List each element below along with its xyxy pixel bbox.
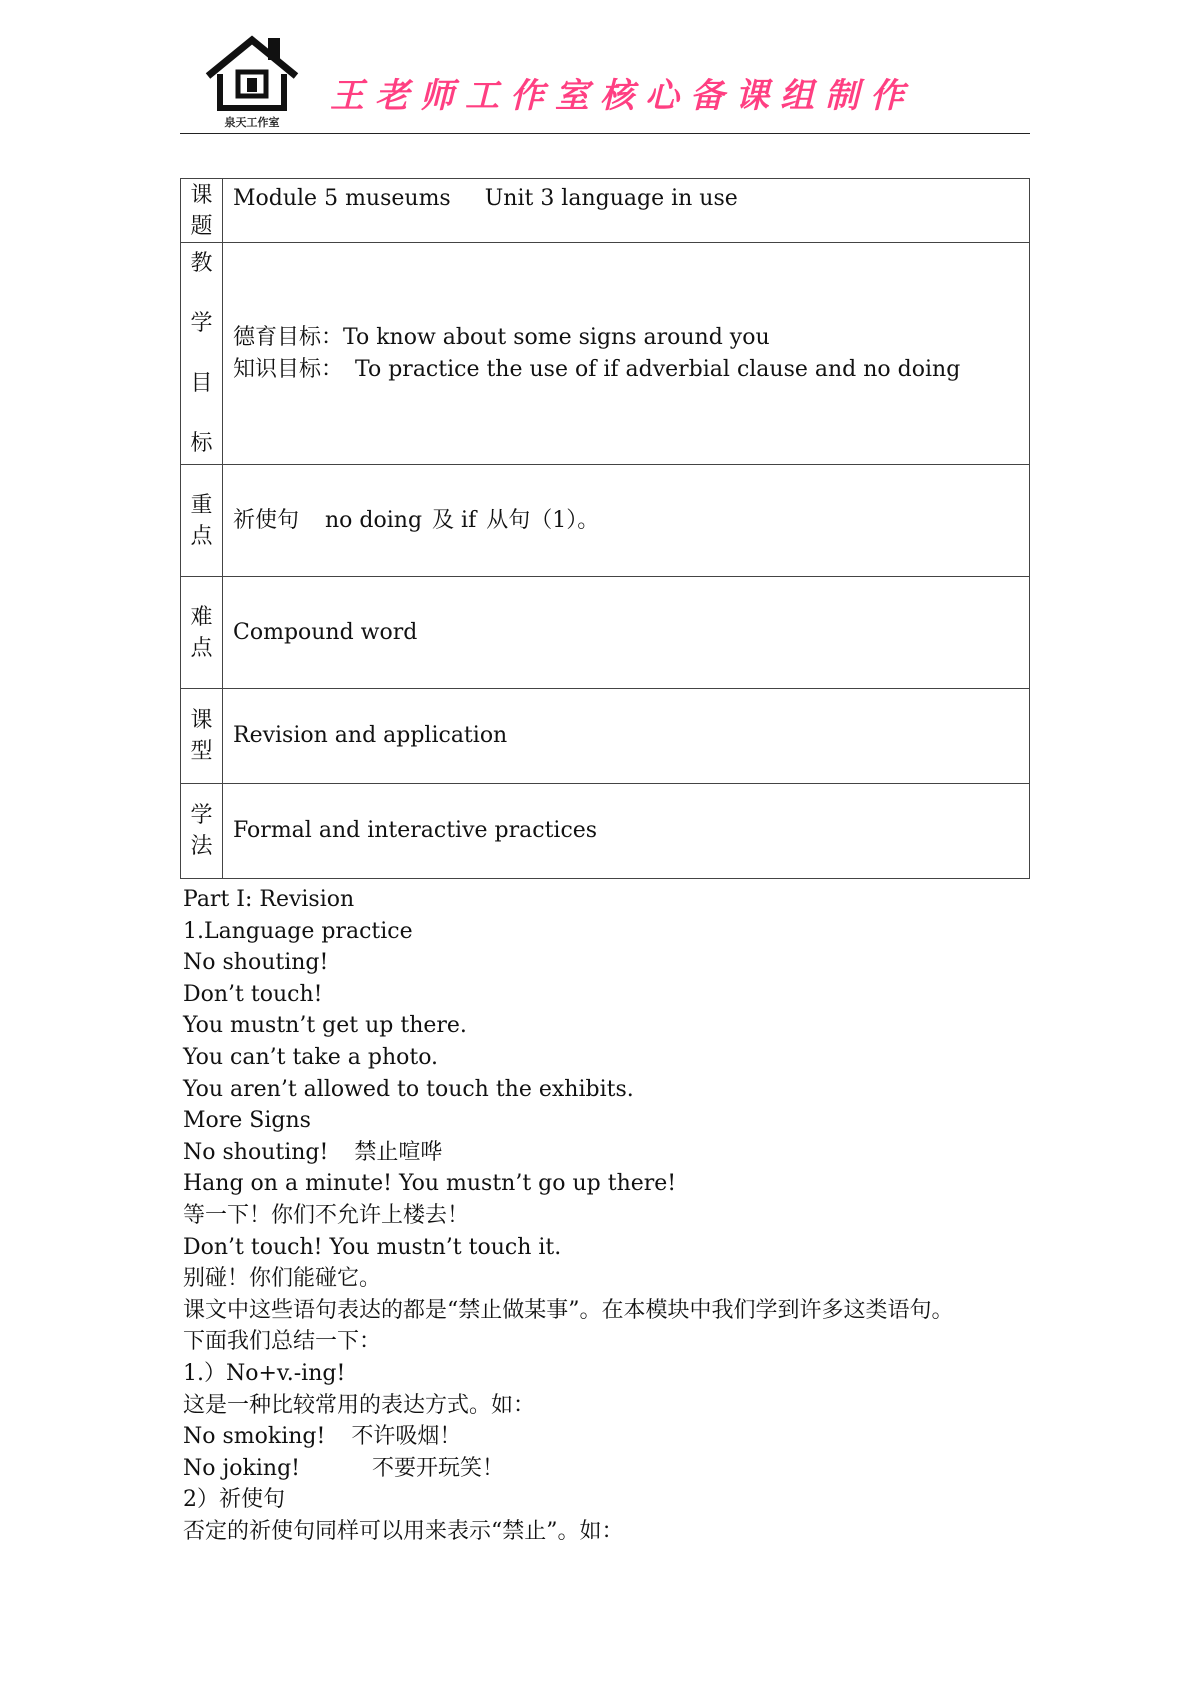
knowledge-objective: 知识目标： To practice the use of if adverbial clause and no doing [233, 356, 961, 382]
sign-translation: 别碰！你们能碰它。 [183, 1266, 382, 1292]
topic-unit: Unit 3 language in use [484, 186, 738, 211]
pattern-title: 2）祈使句 [183, 1487, 285, 1513]
example-line: You aren’t allowed to touch the exhibits. [183, 1076, 634, 1102]
example-pair: No joking! 不要开玩笑！ [183, 1455, 505, 1481]
example-line: You can’t take a photo. [183, 1044, 439, 1070]
example-line: No shouting! [183, 950, 329, 976]
header-divider [180, 133, 1030, 134]
pattern-title: 1.）No+v.-ing! [183, 1360, 346, 1386]
sign-translation: 等一下！你们不允许上楼去！ [183, 1202, 470, 1228]
logo-caption: 泉天工作室 [224, 116, 280, 129]
lesson-type-value: Revision and application [223, 689, 1030, 784]
more-signs-title: More Signs [183, 1108, 311, 1134]
studio-logo [202, 34, 302, 130]
pattern-description: 这是一种比较常用的表达方式。如： [183, 1392, 536, 1418]
difficulty-label: 难点 [181, 577, 223, 689]
lesson-type-label: 课型 [181, 689, 223, 784]
sign-line: Hang on a minute! You mustn’t go up there! [183, 1171, 677, 1197]
example-line: Don’t touch! [183, 981, 323, 1007]
moral-objective: 德育目标：To know about some signs around you [233, 324, 770, 350]
header-title: 王老师工作室核心备课组制作 [330, 76, 915, 116]
summary-line: 下面我们总结一下： [183, 1329, 382, 1355]
objectives-row [181, 243, 1030, 465]
method-value: Formal and interactive practices [223, 784, 1030, 879]
topic-module: Module 5 museums [233, 186, 451, 211]
pattern-description: 否定的祈使句同样可以用来表示“禁止”。如： [183, 1518, 624, 1544]
method-label: 学法 [181, 784, 223, 879]
page-header [180, 30, 1030, 134]
difficulty-value: Compound word [223, 577, 1030, 689]
key-points-label: 重点 [181, 465, 223, 577]
summary-line: 课文中这些语句表达的都是“禁止做某事”。在本模块中我们学到许多这类语句。 [183, 1297, 954, 1323]
example-pair: No smoking! 不许吸烟！ [183, 1424, 462, 1450]
sign-line: Don’t touch! You mustn’t touch it. [183, 1234, 562, 1260]
sign-line: No shouting! 禁止喧哗 [183, 1139, 443, 1165]
topic-row [181, 179, 1030, 243]
objectives-label: 教 学 目 标 [181, 243, 223, 465]
house-icon [202, 34, 302, 116]
example-line: You mustn’t get up there. [183, 1013, 467, 1039]
topic-value [223, 179, 1030, 243]
lesson-info-table [180, 178, 1030, 879]
section-title: 1.Language practice [183, 918, 413, 944]
key-points-value: 祈使句 no doing 及 if 从句（1）。 [223, 465, 1030, 577]
method-row [181, 784, 1030, 879]
lesson-type-row [181, 689, 1030, 784]
lesson-body [183, 884, 1043, 1547]
objectives-value [223, 243, 1030, 465]
part-title: Part I: Revision [183, 887, 355, 912]
key-points-row [181, 465, 1030, 577]
topic-label: 课题 [181, 179, 223, 243]
difficulty-row [181, 577, 1030, 689]
